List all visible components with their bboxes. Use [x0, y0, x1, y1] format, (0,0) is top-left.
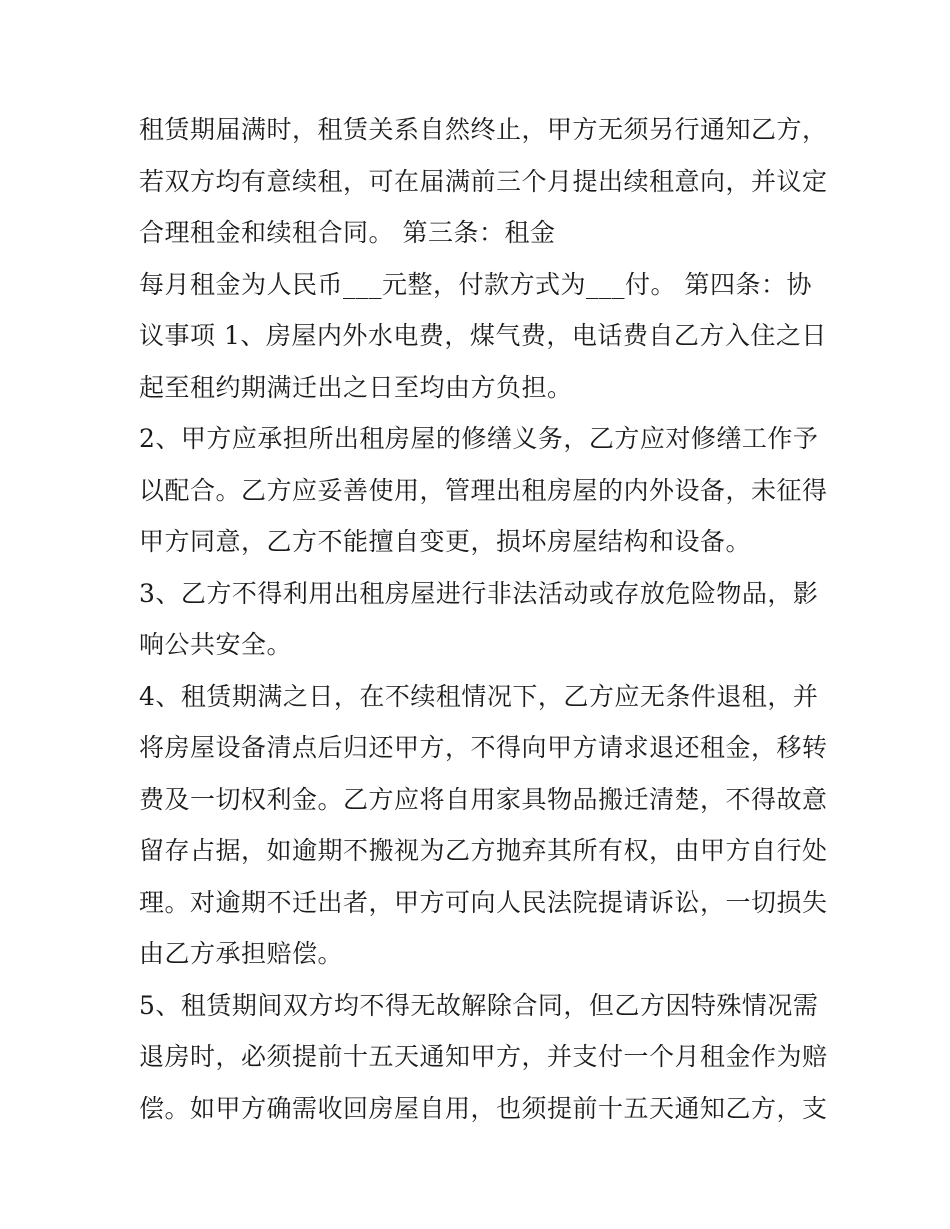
text-line: 4、租赁期满之日，在不续租情况下，乙方应无条件退租，并 [139, 681, 819, 711]
text-line: 2、甲方应承担所出租房屋的修缮义务，乙方应对修缮工作予 [139, 424, 819, 453]
text-line: 3、乙方不得利用出租房屋进行非法活动或存放危险物品，影 [139, 578, 819, 608]
text-line: 费及一切权利金。乙方应将自用家具物品搬迁清楚，不得故意 [139, 784, 828, 814]
document-body [139, 104, 828, 1134]
text-line: 留存占据，如逾期不搬视为乙方抛弃其所有权，由甲方自行处 [139, 836, 828, 865]
text-line: 理。对逾期不迁出者，甲方可向人民法院提请诉讼，一切损失 [139, 887, 828, 917]
text-line: 响公共安全。 [139, 630, 293, 659]
text-line: 5、租赁期间双方均不得无故解除合同，但乙方因特殊情况需 [139, 990, 819, 1020]
text-line: 以配合。乙方应妥善使用，管理出租房屋的内外设备，未征得 [139, 475, 828, 505]
text-line: 合理租金和续租合同。 第三条：租金 [139, 218, 556, 247]
text-line: 甲方同意，乙方不能擅自变更，损坏房屋结构和设备。 [139, 527, 752, 556]
text-line: 由乙方承担赔偿。 [139, 939, 344, 968]
text-line: 议事项 1、房屋内外水电费，煤气费，电话费自乙方入住之日 [139, 321, 827, 350]
text-line: 退房时，必须提前十五天通知甲方，并支付一个月租金作为赔 [139, 1042, 828, 1071]
text-line: 偿。如甲方确需收回房屋自用，也须提前十五天通知乙方，支 [139, 1093, 828, 1123]
text-line: 租赁期届满时，租赁关系自然终止，甲方无须另行通知乙方， [139, 115, 828, 144]
text-line: 起至租约期满迁出之日至均由方负担。 [139, 372, 573, 402]
text-line: 每月租金为人民币___元整，付款方式为___付。 第四条：协 [139, 269, 812, 299]
text-line: 若双方均有意续租，可在届满前三个月提出续租意向，并议定 [139, 166, 828, 196]
text-line: 将房屋设备清点后归还甲方，不得向甲方请求退还租金，移转 [139, 733, 828, 762]
